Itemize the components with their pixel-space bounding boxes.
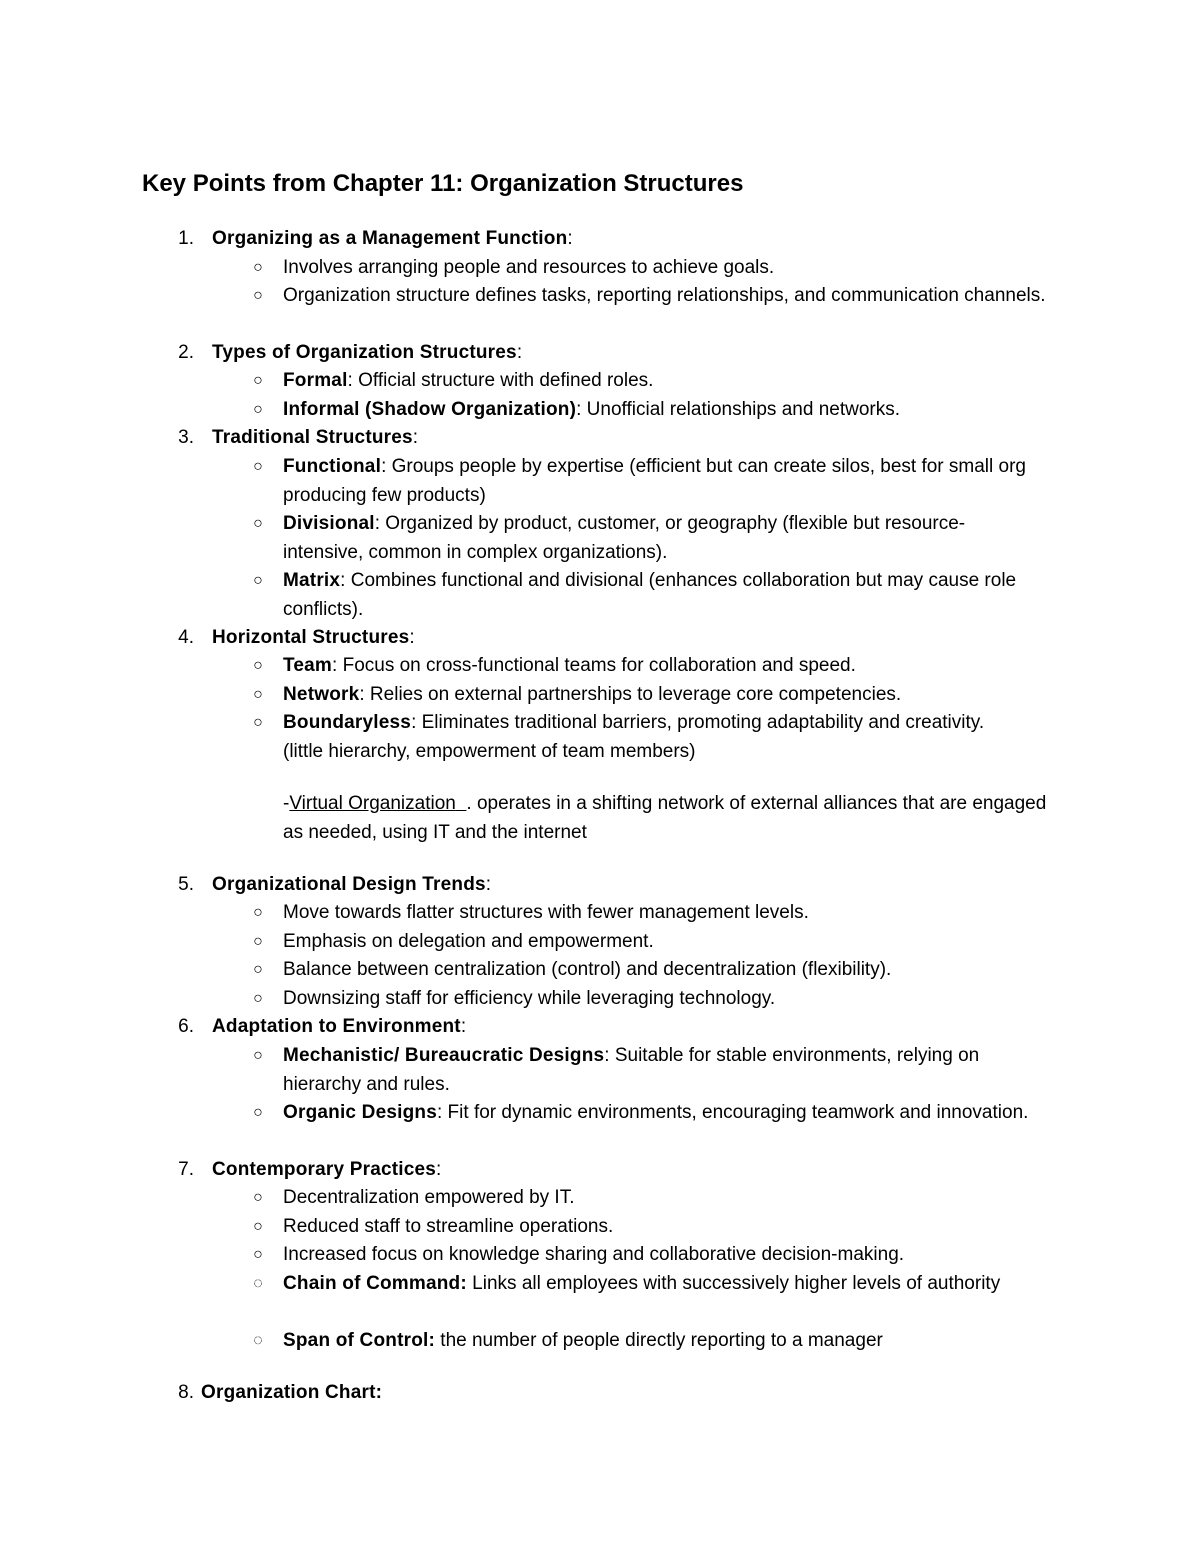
section-heading [212,1156,441,1184]
item-text: Move towards flatter structures with fewer management levels. [283,902,809,923]
item-label: Matrix [283,570,341,591]
item-text: : Fit for dynamic environments, encouraging teamwork and innovation. [437,1102,1029,1123]
section-heading [212,424,418,452]
list-item [283,396,1083,425]
item-text: Links all employees with successively higher levels of authority [466,1273,1001,1294]
list-item [283,1241,1083,1270]
note-text: . operates in a shifting network of external alliances that are engaged as needed, using IT and the internet [283,793,1047,843]
bullet-circle-icon: ○ [253,657,263,674]
note-term [289,793,466,814]
list-item [283,709,1003,766]
item-text: Organization structure defines tasks, reporting relationships, and communication channels. [283,285,1046,306]
list-item [283,652,1083,681]
item-text: Emphasis on delegation and empowerment. [283,931,654,952]
item-text: : Focus on cross-functional teams for collaboration and speed. [332,655,856,676]
item-label: Network [283,684,360,705]
section-heading [212,624,415,652]
heading-colon: : [436,1159,442,1180]
bullet-circle-icon: ○ [253,401,263,418]
bullet-circle-icon: ○ [253,1047,263,1064]
item-label: Formal [283,370,348,391]
list-item [283,1213,1083,1242]
section-heading [212,871,491,899]
bullet-circle-icon: ○ [253,572,263,589]
list-item [283,956,1083,985]
list-item [283,899,1083,928]
list-item [283,985,1083,1014]
heading-colon: : [516,342,523,363]
note-term-text: Virtual Organization [289,793,456,814]
bullet-circle-icon: ○ [253,904,263,921]
section-number: 5. [178,874,194,895]
bullet-circle-icon: ○ [253,1218,263,1235]
section-number: 8. [178,1382,194,1403]
heading-colon: : [485,874,492,895]
item-text: Reduced staff to streamline operations. [283,1216,614,1237]
list-item [283,453,1053,510]
item-text: : Relies on external partnerships to leverage core competencies. [359,684,902,705]
item-text: Decentralization empowered by IT. [283,1187,575,1208]
heading-text: Organizing as a Management Function [212,228,568,249]
section-heading [212,339,522,367]
list-item [283,510,983,567]
bullet-circle-icon: ○ [253,1104,263,1121]
list-item [283,1184,1083,1213]
bullet-circle-icon: ○ [253,515,263,532]
section-number: 4. [178,627,194,648]
item-label: Organic Designs [283,1102,437,1123]
bullet-dotted-circle-icon: ◌ [253,1275,263,1292]
bullet-circle-icon: ○ [253,714,263,731]
section-heading [201,1379,382,1407]
item-label: Divisional [283,513,375,534]
item-text: : Groups people by expertise (efficient but can create silos, best for small org producing few products) [283,456,1026,506]
heading-text: Adaptation to Environment [212,1016,461,1037]
section-heading [212,1013,466,1041]
bullet-circle-icon: ○ [253,372,263,389]
heading-text: Organizational Design Trends [212,874,486,895]
bullet-circle-icon: ○ [253,259,263,276]
heading-colon: : [412,427,419,448]
bullet-circle-icon: ○ [253,458,263,475]
list-item [283,928,1083,957]
section-number: 1. [178,228,194,249]
item-text: : Eliminates traditional barriers, promoting adaptability and creativity. (little hierarchy, empowerment of team members) [283,712,985,762]
heading-text: Organization Chart: [201,1382,383,1403]
bullet-circle-icon: ○ [253,933,263,950]
bullet-circle-icon: ○ [253,1189,263,1206]
heading-colon: : [409,627,415,648]
list-item [283,1099,1033,1128]
heading-text: Horizontal Structures [212,627,410,648]
section-number: 7. [178,1159,194,1180]
heading-colon: : [460,1016,467,1037]
item-label: Informal (Shadow Organization) [283,399,577,420]
item-label: Functional [283,456,382,477]
section-number: 2. [178,342,194,363]
item-text: Involves arranging people and resources to achieve goals. [283,257,775,278]
list-item [283,367,1083,396]
list-item [283,567,1023,624]
bullet-circle-icon: ○ [253,686,263,703]
item-label: Mechanistic/ Bureaucratic Designs [283,1045,605,1066]
item-text: : Organized by product, customer, or geography (flexible but resource-intensive, common in complex organizations). [283,513,966,563]
bullet-circle-icon: ○ [253,961,263,978]
item-text: Downsizing staff for efficiency while leveraging technology. [283,988,776,1009]
item-text: : Combines functional and divisional (enhances collaboration but may cause role conflicts). [283,570,1017,620]
list-item [283,681,1083,710]
item-text: : Unofficial relationships and networks. [576,399,900,420]
list-item [283,1042,1053,1099]
heading-text: Traditional Structures [212,427,413,448]
bullet-circle-icon: ○ [253,990,263,1007]
section-number: 3. [178,427,194,448]
bullet-circle-icon: ○ [253,1246,263,1263]
item-text: : Suitable for stable environments, relying on hierarchy and rules. [283,1045,980,1095]
item-label: Span of Control: [283,1330,436,1351]
list-item [283,254,1083,283]
note-prefix: - [283,793,290,814]
item-label: Boundaryless [283,712,412,733]
bullet-dotted-circle-icon: ◌ [253,1332,263,1349]
section-heading [212,225,573,253]
item-text: Balance between centralization (control) and decentralization (flexibility). [283,959,892,980]
item-text: the number of people directly reporting to a manager [435,1330,883,1351]
bullet-circle-icon: ○ [253,287,263,304]
item-text: Increased focus on knowledge sharing and collaborative decision-making. [283,1244,905,1265]
item-label: Team [283,655,333,676]
list-item [283,1270,1023,1299]
list-item [283,1327,1083,1356]
item-label: Chain of Command: [283,1273,467,1294]
page-title: Key Points from Chapter 11: Organization Structures [142,170,744,197]
heading-colon: : [567,228,573,249]
section-number: 6. [178,1016,194,1037]
heading-text: Types of Organization Structures [212,342,517,363]
item-text: : Official structure with defined roles. [347,370,654,391]
list-item [283,282,1063,311]
virtual-organization-note [283,790,1068,847]
heading-text: Contemporary Practices [212,1159,437,1180]
